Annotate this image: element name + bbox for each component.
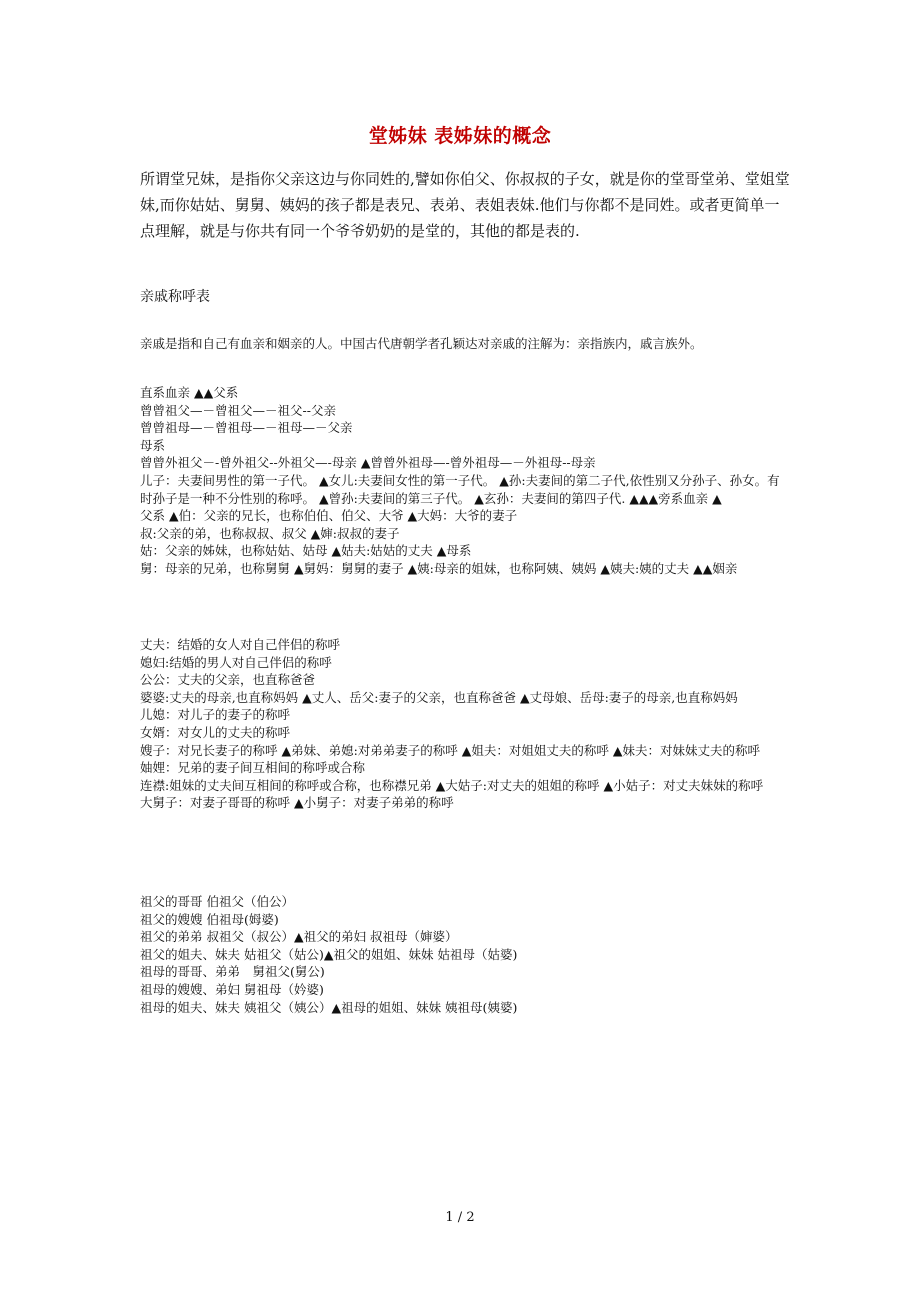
text-line: 嫂子：对兄长妻子的称呼 ▲弟妹、弟媳:对弟弟妻子的称呼 ▲姐夫：对姐姐丈夫的称呼 ▲妹夫：对妹妹丈夫的称呼: [140, 742, 760, 758]
text-line: 连襟:姐妹的丈夫间互相间的称呼或合称，也称襟兄弟 ▲大姑子:对丈夫的姐姐的称呼 ▲小姑子：对丈夫妹妹的称呼: [140, 777, 764, 793]
text-line: 祖母的嫂嫂、弟妇 舅祖母（妗婆): [140, 981, 324, 997]
text-line: 父系 ▲伯：父亲的兄长，也称伯伯、伯父、大爷 ▲大妈：大爷的妻子: [140, 508, 518, 524]
in-laws-block: [140, 636, 790, 812]
grandparents-block: [140, 893, 790, 1016]
text-line: 舅：母亲的兄弟，也称舅舅 ▲舅妈：舅舅的妻子 ▲姨:母亲的姐妹，也称阿姨、姨妈 ▲姨夫:姨的丈夫 ▲▲姻亲: [140, 560, 738, 576]
text-line: 丈夫：结婚的女人对自己伴侣的称呼: [140, 637, 341, 652]
page-number: 1 / 2: [445, 1210, 475, 1225]
text-line: 儿媳：对儿子的妻子的称呼: [140, 707, 291, 723]
text-line: 祖父的嫂嫂 伯祖母(姆婆): [140, 911, 279, 927]
text-line: 祖母的姐夫、妹夫 姨祖父（姨公）▲祖母的姐姐、妹妹 姨祖母(姨婆): [140, 999, 518, 1015]
text-line: 公公：丈夫的父亲，也直称爸爸: [140, 672, 316, 688]
blood-relatives-block: [140, 384, 790, 578]
section-title: 亲戚称呼表: [140, 289, 210, 305]
text-line: 祖母的哥哥、弟弟 舅祖父(舅公): [140, 964, 325, 980]
text-line: 祖父的姐夫、妹夫 姑祖父（姑公)▲祖父的姐姐、妹妹 姑祖母（姑婆): [140, 946, 518, 962]
text-line: 婆婆:丈夫的母亲,也直称妈妈 ▲丈人、岳父:妻子的父亲，也直称爸爸 ▲丈母娘、岳母:妻子的母亲,也直称妈妈: [140, 689, 738, 705]
text-line: 曾曾祖父—－曾祖父—－祖父--父亲: [140, 402, 336, 418]
text-line: 曾曾外祖父－-曾外祖父--外祖父—-母亲 ▲曾曾外祖母—-曾外祖母—－外祖母--母亲: [140, 455, 596, 471]
text-line: 姑：父亲的姊妹，也称姑姑、姑母 ▲姑夫:姑姑的丈夫 ▲母系: [140, 543, 472, 559]
text-line: 曾曾祖母—－曾祖母—－祖母—－父亲: [140, 420, 353, 436]
text-line: 直系血亲 ▲▲父系: [140, 385, 239, 400]
intro-paragraph: [140, 166, 790, 244]
text-line: 母系: [140, 437, 166, 453]
text-line: 女婿：对女儿的丈夫的称呼: [140, 724, 291, 740]
text-line: 叔:父亲的弟，也称叔叔、叔父 ▲婶:叔叔的妻子: [140, 525, 400, 541]
text-line: 妯娌：兄弟的妻子间互相间的称呼或合称: [140, 760, 366, 776]
definition-text: 亲戚是指和自己有血亲和姻亲的人。中国古代唐朝学者孔颖达对亲戚的注解为：亲指族内，戚言族外。: [140, 336, 703, 351]
text-line: 祖父的弟弟 叔祖父（叔公）▲祖父的弟妇 叔祖母（婶婆）: [140, 929, 458, 945]
text-line: 儿子：夫妻间男性的第一子代。 ▲女儿:夫妻间女性的第一子代。 ▲孙:夫妻间的第二子代,依性别又分孙子、孙女。有时孙子是一种不分性别的称呼。 ▲曾孙:夫妻间的第三子代。 ▲玄孙：夫妻间的第四子代. ▲▲▲旁系血亲 ▲: [140, 472, 780, 506]
text-line: 媳妇:结婚的男人对自己伴侣的称呼: [140, 654, 332, 670]
document-title: 堂姊妹 表姊妹的概念: [368, 125, 552, 147]
text-line: 大舅子：对妻子哥哥的称呼 ▲小舅子：对妻子弟弟的称呼: [140, 795, 454, 811]
intro-text: 所谓堂兄妹，是指你父亲这边与你同姓的,譬如你伯父、你叔叔的子女，就是你的堂哥堂弟、堂姐堂妹,而你姑姑、舅舅、姨妈的孩子都是表兄、表弟、表姐表妹.他们与你都不是同姓。或者更简单一点理解，就是与你共有同一个爷爷奶奶的是堂的，其他的都是表的.: [140, 170, 790, 240]
text-line: 祖父的哥哥 伯祖父（伯公）: [140, 894, 294, 909]
